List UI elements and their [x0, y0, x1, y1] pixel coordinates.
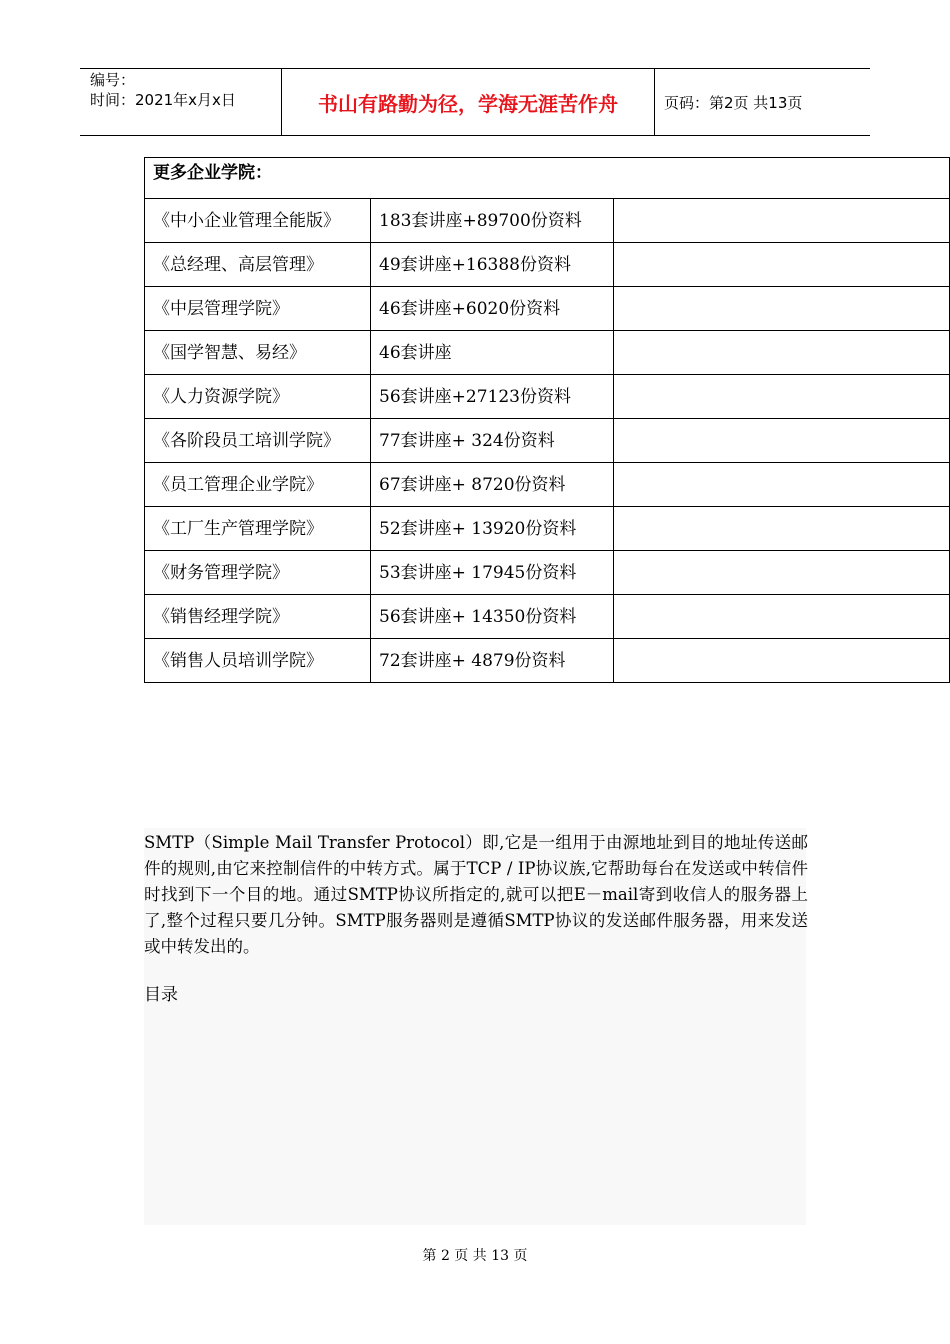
empty-cell [614, 331, 950, 375]
course-name: 《销售人员培训学院》 [145, 639, 371, 683]
empty-cell [614, 243, 950, 287]
course-content: 46套讲座+6020份资料 [371, 287, 614, 331]
header-bottom-rule [80, 135, 870, 136]
course-name: 《各阶段员工培训学院》 [145, 419, 371, 463]
table-row [145, 551, 950, 595]
course-name: 《中小企业管理全能版》 [145, 199, 371, 243]
course-name: 《人力资源学院》 [145, 375, 371, 419]
table-row [145, 375, 950, 419]
empty-cell [614, 639, 950, 683]
header-top-rule [80, 68, 870, 69]
course-content: 46套讲座 [371, 331, 614, 375]
table-row [145, 199, 950, 243]
table-row [145, 287, 950, 331]
course-content: 53套讲座+ 17945份资料 [371, 551, 614, 595]
empty-cell [614, 287, 950, 331]
course-content: 49套讲座+16388份资料 [371, 243, 614, 287]
document-number-label: 编号： [90, 71, 136, 89]
empty-cell [614, 199, 950, 243]
course-content: 67套讲座+ 8720份资料 [371, 463, 614, 507]
courses-table [144, 157, 950, 683]
empty-cell [614, 551, 950, 595]
table-row [145, 463, 950, 507]
course-content: 183套讲座+89700份资料 [371, 199, 614, 243]
course-name: 《国学智慧、易经》 [145, 331, 371, 375]
table-row [145, 639, 950, 683]
table-row [145, 243, 950, 287]
table-title-row [145, 158, 950, 199]
table-row [145, 331, 950, 375]
course-name: 《总经理、高层管理》 [145, 243, 371, 287]
course-name: 《工厂生产管理学院》 [145, 507, 371, 551]
page-footer: 第 2 页 共 13 页 [422, 1248, 528, 1264]
table-row [145, 419, 950, 463]
course-content: 77套讲座+ 324份资料 [371, 419, 614, 463]
document-date: 时间：2021年x月x日 [90, 91, 236, 109]
course-content: 52套讲座+ 13920份资料 [371, 507, 614, 551]
empty-cell [614, 507, 950, 551]
course-content: 72套讲座+ 4879份资料 [371, 639, 614, 683]
header-page-info: 页码：第2页 共13页 [664, 94, 803, 112]
course-name: 《销售经理学院》 [145, 595, 371, 639]
empty-cell [614, 419, 950, 463]
empty-cell [614, 595, 950, 639]
course-name: 《财务管理学院》 [145, 551, 371, 595]
smtp-paragraph: SMTP（Simple Mail Transfer Protocol）即,它是一组用于由源地址到目的地址传送邮件的规则,由它来控制信件的中转方式。属于TCP / IP协议族,它帮助每台在发送或中转信件时找到下一个目的地。通过SMTP协议所指定的,就可以把E－mail寄到收信人的服务器上了,整个过程只要几分钟。SMTP服务器则是遵循SMTP协议的发送邮件服务器，用来发送或中转发出的。 [144, 833, 808, 956]
empty-cell [614, 463, 950, 507]
table-row [145, 507, 950, 551]
header-meta [90, 70, 280, 110]
course-name: 《员工管理企业学院》 [145, 463, 371, 507]
course-content: 56套讲座+ 14350份资料 [371, 595, 614, 639]
course-content: 56套讲座+27123份资料 [371, 375, 614, 419]
header-motto: 书山有路勤为径，学海无涯苦作舟 [318, 92, 618, 116]
table-row [145, 595, 950, 639]
course-name: 《中层管理学院》 [145, 287, 371, 331]
empty-cell [614, 375, 950, 419]
header-divider [654, 68, 655, 135]
table-title: 更多企业学院： [145, 158, 950, 199]
toc-heading: 目录 [144, 985, 178, 1005]
